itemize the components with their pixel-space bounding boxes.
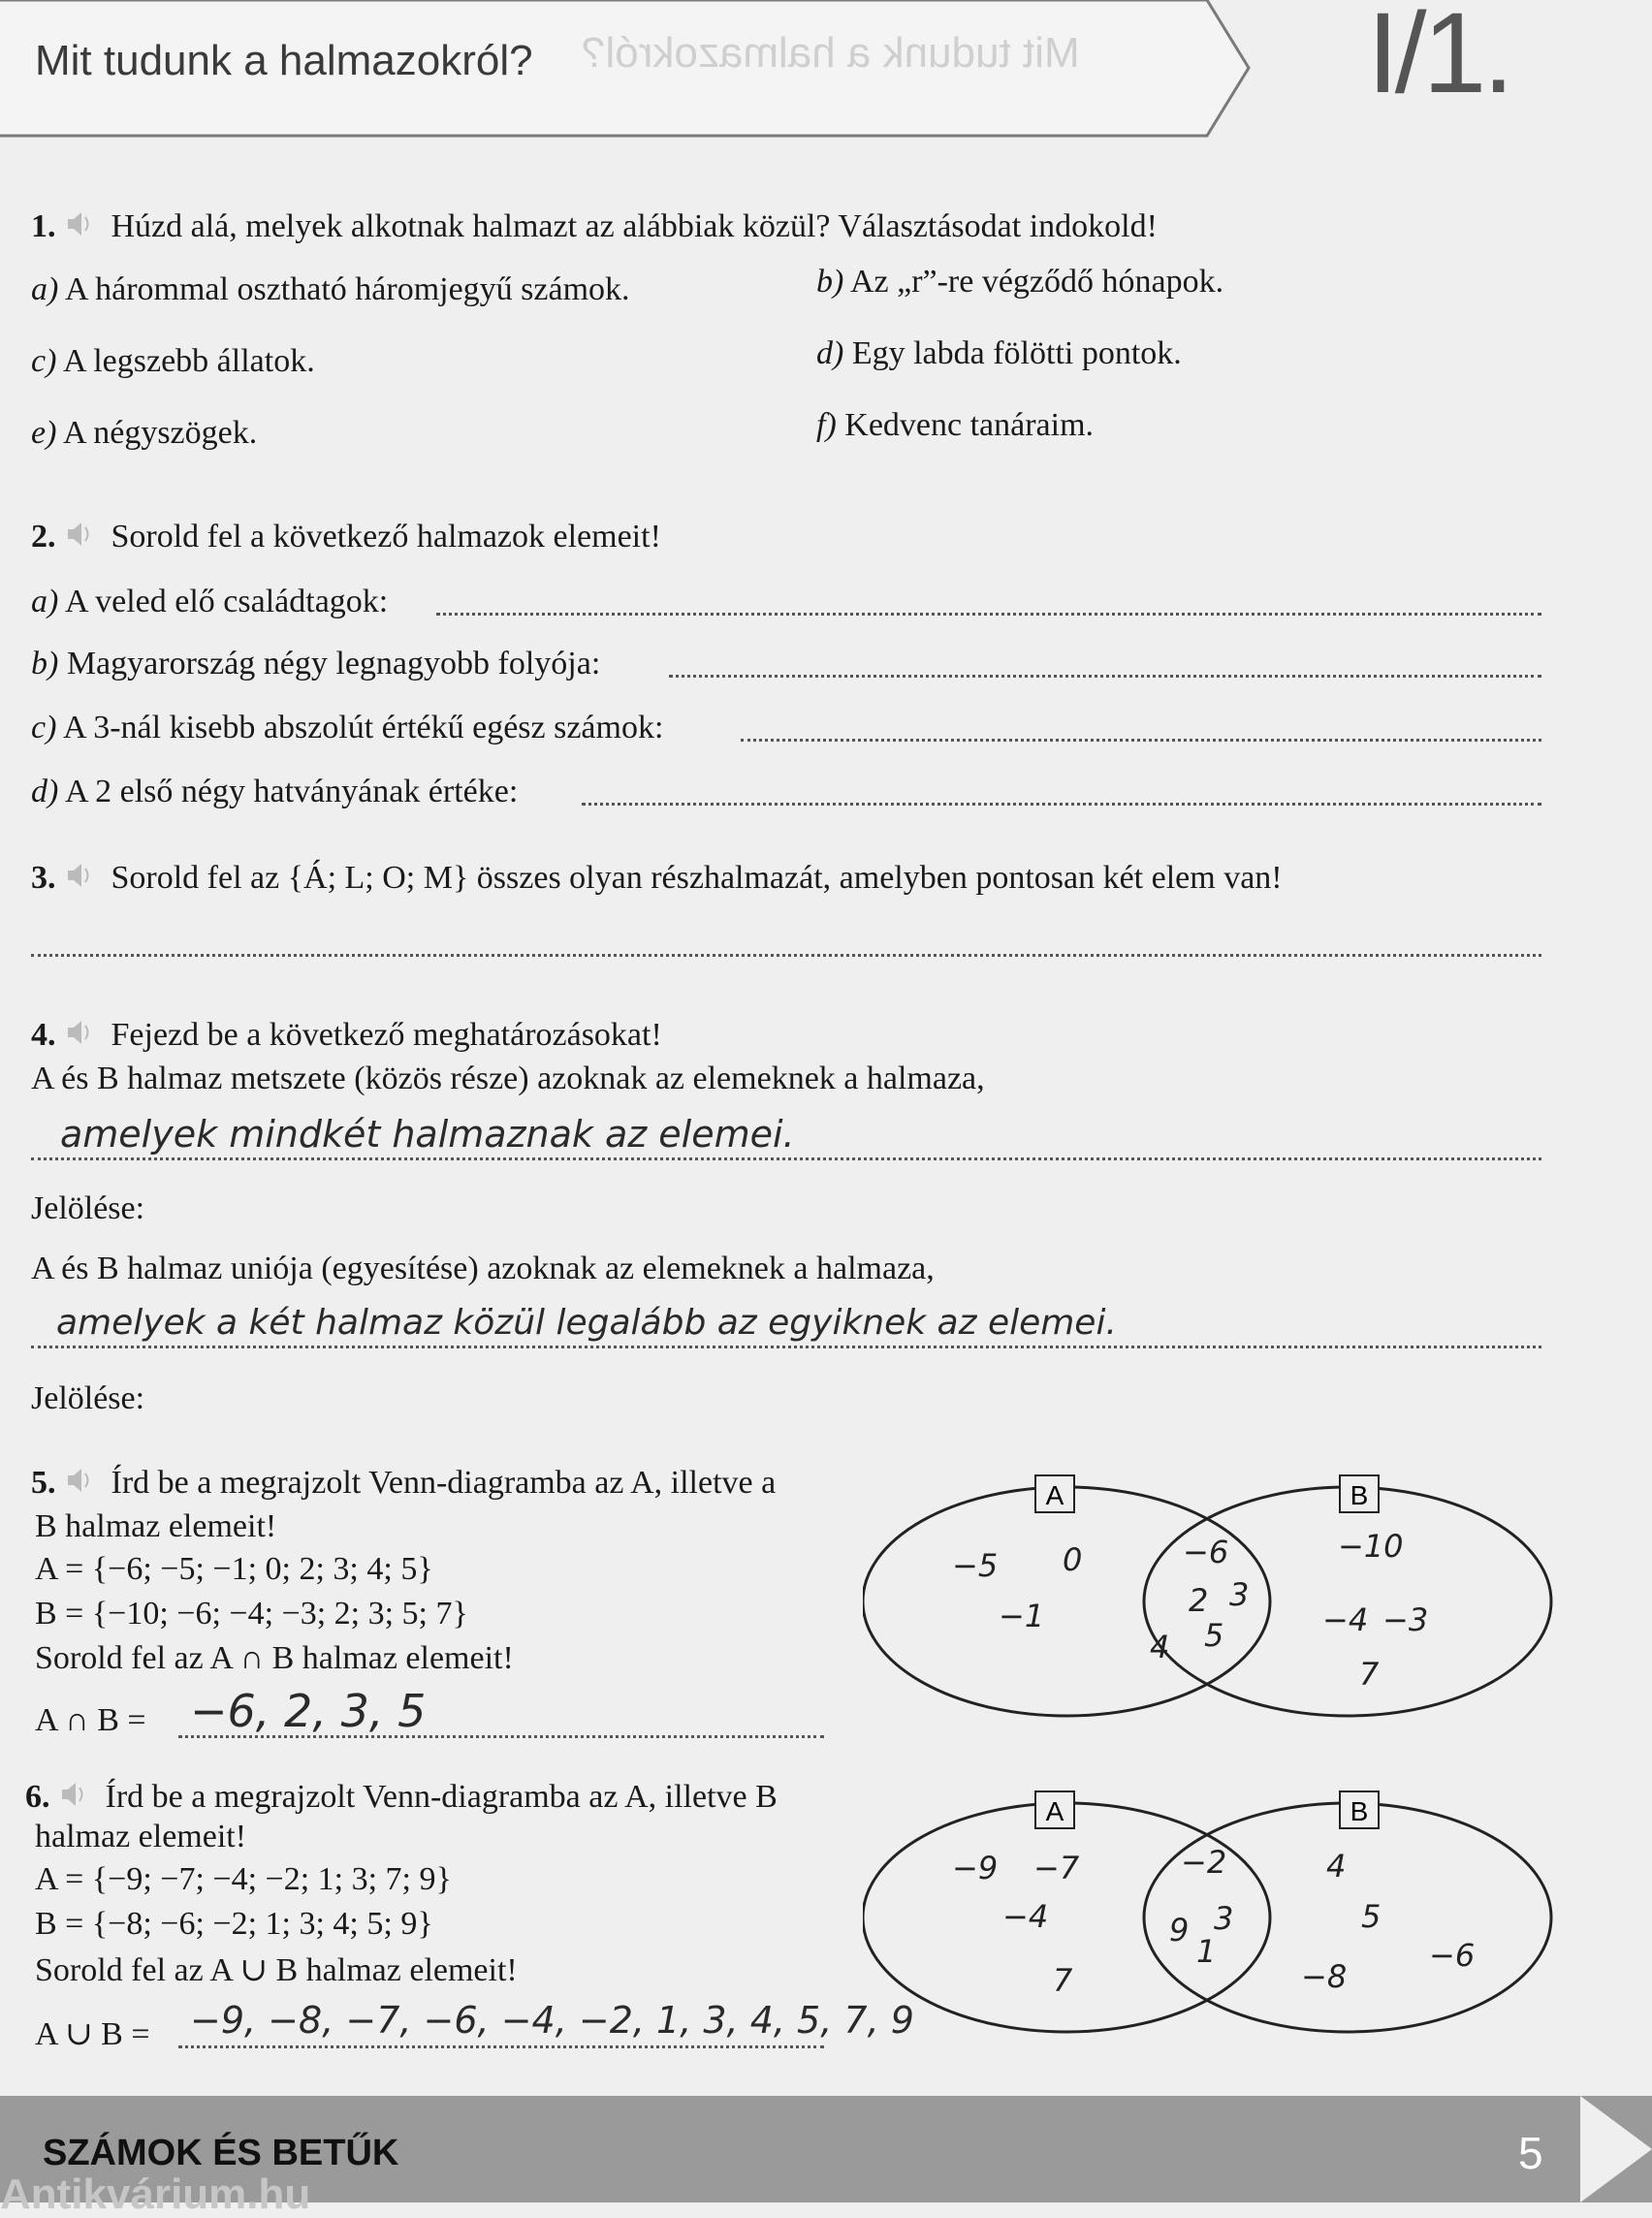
q6-venn-ab-el: 1 <box>1196 1933 1217 1970</box>
q5-venn-b-el: 7 <box>1359 1656 1380 1693</box>
speaker-icon <box>64 1464 97 1497</box>
q5-venn-b-el: −4 <box>1322 1601 1369 1638</box>
q1-label-f: f) <box>816 407 837 443</box>
q5-answer-line[interactable] <box>178 1735 824 1738</box>
q6-venn-b-el: 5 <box>1361 1898 1382 1935</box>
q2-answer-line-d[interactable] <box>582 803 1541 806</box>
q1-label-b: b) <box>816 264 844 300</box>
q6-venn-b-el: −8 <box>1301 1958 1348 1995</box>
q4-line2: A és B halmaz uniója (egyesítése) azoknak az elemeknek a halmaza, <box>31 1251 935 1286</box>
q1-label-e: e) <box>31 415 57 451</box>
q6-venn-b-el: 4 <box>1326 1848 1347 1885</box>
q2-item-c <box>31 710 663 746</box>
q1-label-a: a) <box>31 271 59 307</box>
q5-venn-b-el: −10 <box>1338 1528 1404 1565</box>
q6-venn-a-el: −4 <box>1002 1898 1049 1935</box>
q1-prompt-text: Húzd alá, melyek alkotnak halmazt az alábbiak közül? Választásodat indokold! <box>111 208 1158 244</box>
speaker-icon <box>64 859 97 892</box>
q1-number: 1. <box>31 208 56 244</box>
q6-handwritten-answer: −9, −8, −7, −6, −4, −2, 1, 3, 4, 5, 7, 9 <box>190 1999 914 2042</box>
q6-answer-label: A ∪ B = <box>35 2016 150 2052</box>
q1-text-d: Egy labda fölötti pontok. <box>851 335 1182 371</box>
q5-venn-a-el: −5 <box>952 1547 999 1584</box>
q4-line1: A és B halmaz metszete (közös része) azoknak az elemeknek a halmaza, <box>31 1061 985 1096</box>
q6-prompt-line1: Írd be a megrajzolt Venn-diagramba az A, illetve B <box>105 1779 778 1815</box>
q2-label-b: b) <box>31 646 59 681</box>
q4-handwritten-answer1: amelyek mindkét halmaznak az elemei. <box>60 1113 795 1156</box>
speaker-icon <box>64 207 97 240</box>
q6-venn-label-b: B <box>1350 1796 1369 1826</box>
q6-prompt <box>25 1778 778 1816</box>
q5-venn-a-el: 4 <box>1150 1629 1170 1665</box>
q1-text-a: A hárommal osztható háromjegyű számok. <box>64 271 630 307</box>
q5-venn-label-a: A <box>1045 1480 1064 1510</box>
speaker-icon <box>58 1778 91 1811</box>
q1-item-d <box>816 335 1182 372</box>
q1-text-f: Kedvenc tanáraim. <box>844 407 1095 443</box>
q1-item-b <box>816 264 1223 301</box>
q3-prompt <box>31 859 1283 897</box>
q3-number: 3. <box>31 860 56 896</box>
q5-prompt-line1: Írd be a megrajzolt Venn-diagramba az A, illetve a <box>111 1465 777 1501</box>
q5-venn-ab-el: −6 <box>1183 1534 1229 1570</box>
q4-handwritten-answer2: amelyek a két halmaz közül legalább az egyiknek az elemei. <box>56 1303 1117 1343</box>
q5-venn-a-el: −1 <box>999 1598 1045 1634</box>
q2-text-b: Magyarország négy legnagyobb folyója: <box>66 646 601 681</box>
q1-item-c <box>31 343 315 380</box>
q2-answer-line-a[interactable] <box>436 613 1541 616</box>
q4-answer-line1[interactable] <box>31 1157 1541 1160</box>
q2-item-b <box>31 646 600 682</box>
q1-prompt <box>31 207 1158 245</box>
q2-item-d <box>31 774 518 810</box>
speaker-icon <box>64 518 97 551</box>
page-title: Mit tudunk a halmazokról? <box>35 37 533 84</box>
q2-answer-line-c[interactable] <box>741 739 1541 742</box>
q6-venn-label-a: A <box>1045 1796 1064 1826</box>
q6-set-b: B = {−8; −6; −2; 1; 3; 4; 5; 9} <box>35 1906 433 1942</box>
q5-set-a: A = {−6; −5; −1; 0; 2; 3; 4; 5} <box>35 1551 433 1587</box>
q6-venn-diagram <box>863 1782 1561 2044</box>
q5-set-b: B = {−10; −6; −4; −3; 2; 3; 5; 7} <box>35 1596 468 1632</box>
q5-number: 5. <box>31 1465 56 1501</box>
q6-set-a: A = {−9; −7; −4; −2; 1; 3; 7; 9} <box>35 1861 452 1897</box>
q6-venn-a-el: −9 <box>952 1850 999 1886</box>
q5-handwritten-answer: −6, 2, 3, 5 <box>190 1685 427 1737</box>
q6-venn-set-b <box>1144 1803 1551 2032</box>
q1-item-a <box>31 271 630 308</box>
footer-arrow <box>1580 2096 1652 2202</box>
q4-number: 4. <box>31 1017 56 1053</box>
q4-prompt-text: Fejezd be a következő meghatározásokat! <box>111 1017 662 1053</box>
q6-venn-ab-el: 9 <box>1169 1912 1190 1949</box>
q5-prompt <box>31 1464 776 1502</box>
q4-prompt <box>31 1016 662 1054</box>
section-code: I/1. <box>1367 0 1510 117</box>
q6-task: Sorold fel az A ∪ B halmaz elemeit! <box>35 1952 518 1988</box>
q2-prompt <box>31 518 661 555</box>
q1-label-c: c) <box>31 343 57 379</box>
q2-prompt-text: Sorold fel a következő halmazok elemeit! <box>111 519 661 554</box>
q5-venn-b-el: −3 <box>1382 1601 1429 1638</box>
page-number: 5 <box>1518 2128 1543 2178</box>
q1-item-f <box>816 407 1094 444</box>
mirrored-title-bleed: Mit tudunk a halmazokról? <box>582 29 1080 77</box>
q2-item-a <box>31 584 388 620</box>
q5-venn-ab-el: 3 <box>1229 1576 1250 1613</box>
footer-chapter: SZÁMOK ÉS BETŰK <box>43 2133 399 2173</box>
q2-text-c: A 3-nál kisebb abszolút értékű egész számok: <box>63 710 664 745</box>
watermark: Antikvárium.hu <box>0 2170 311 2218</box>
q2-number: 2. <box>31 519 56 554</box>
q6-prompt-line2: halmaz elemeit! <box>35 1819 247 1854</box>
q1-item-e <box>31 415 257 452</box>
q5-venn-label-b: B <box>1350 1480 1369 1510</box>
q5-venn-diagram <box>863 1466 1561 1727</box>
q5-venn-ab-el: 2 <box>1189 1582 1209 1619</box>
q5-venn-a-el: 0 <box>1063 1541 1083 1578</box>
q3-prompt-text: Sorold fel az {Á; L; O; M} összes olyan részhalmazát, amelyben pontosan két elem van! <box>111 860 1283 896</box>
q6-number: 6. <box>25 1779 50 1815</box>
q1-text-e: A négyszögek. <box>63 415 258 451</box>
q1-text-c: A legszebb állatok. <box>63 343 315 379</box>
q5-prompt-line2: B halmaz elemeit! <box>35 1508 277 1544</box>
q2-text-a: A veled elő családtagok: <box>64 584 389 619</box>
q5-answer-label: A ∩ B = <box>35 1702 146 1738</box>
q4-answer-line2[interactable] <box>31 1346 1541 1348</box>
q6-venn-ab-el: 3 <box>1214 1900 1234 1937</box>
q5-venn-set-a <box>863 1487 1270 1716</box>
q5-task: Sorold fel az A ∩ B halmaz elemeit! <box>35 1640 514 1676</box>
q6-venn-a-el: −7 <box>1033 1850 1080 1886</box>
speaker-icon <box>64 1016 97 1049</box>
q2-label-d: d) <box>31 774 59 809</box>
q4-notation2: Jelölése: <box>31 1380 145 1416</box>
q6-venn-ab-el: −2 <box>1181 1844 1227 1881</box>
q2-label-a: a) <box>31 584 59 619</box>
q5-venn-ab-el: 5 <box>1204 1617 1224 1654</box>
q1-text-b: Az „r”-re végződő hónapok. <box>849 264 1224 300</box>
q6-venn-b-el: −6 <box>1429 1937 1476 1974</box>
q1-label-d: d) <box>816 335 844 371</box>
q6-answer-line[interactable] <box>178 2045 824 2048</box>
q2-text-d: A 2 első négy hatványának értéke: <box>64 774 519 809</box>
q3-answer-line[interactable] <box>31 954 1541 957</box>
q2-label-c: c) <box>31 710 57 745</box>
q4-notation1: Jelölése: <box>31 1190 145 1226</box>
q6-venn-a-el: 7 <box>1053 1962 1073 1999</box>
q2-answer-line-b[interactable] <box>669 675 1541 678</box>
